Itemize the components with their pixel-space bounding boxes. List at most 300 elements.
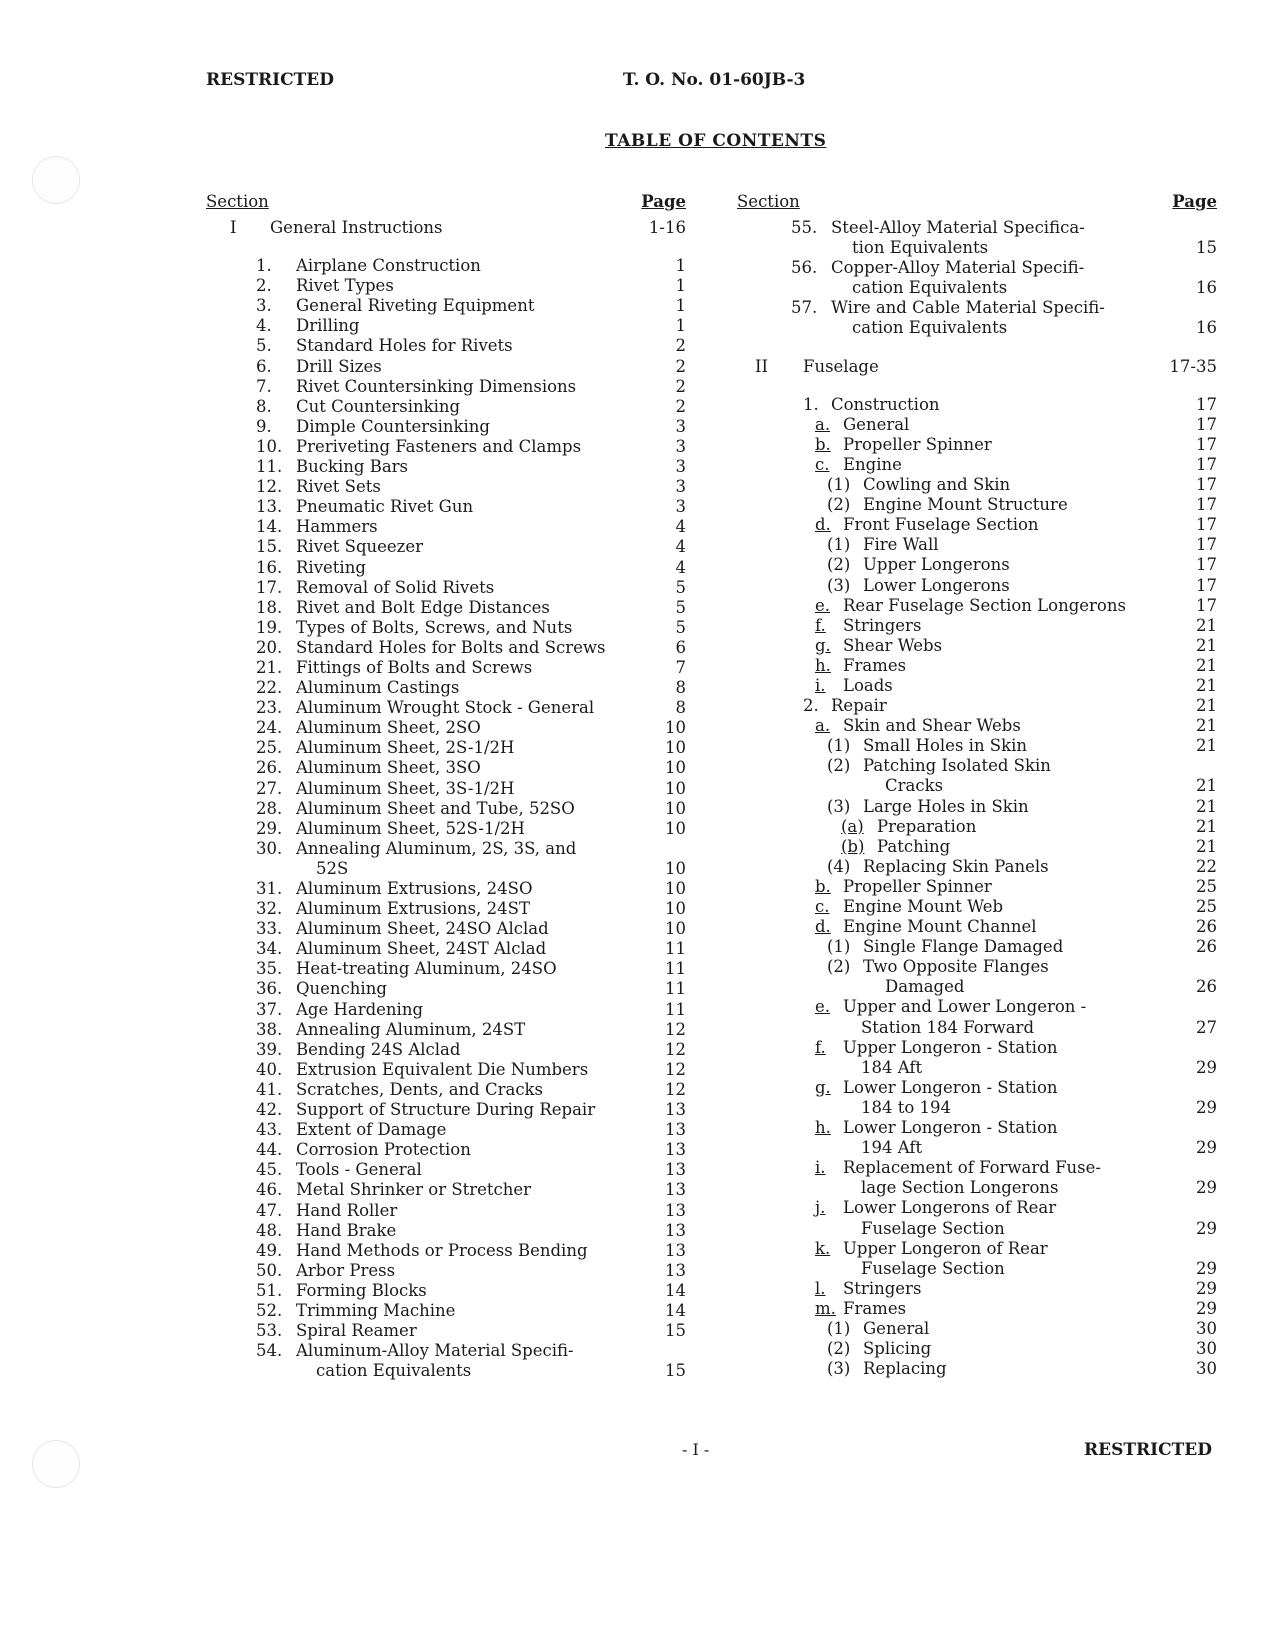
toc-entry-title: Damaged bbox=[885, 977, 965, 997]
toc-entry-page: 17 bbox=[1196, 535, 1217, 555]
toc-entry bbox=[206, 779, 686, 799]
toc-entry-title: Frames bbox=[843, 655, 907, 675]
toc-entry-title: Rivet Sets bbox=[296, 477, 381, 497]
toc-entry bbox=[206, 939, 686, 959]
toc-entry-number: 2. bbox=[803, 696, 819, 716]
toc-entry bbox=[206, 316, 686, 336]
toc-entry bbox=[737, 1319, 1217, 1339]
toc-entry-title: Age Hardening bbox=[296, 999, 424, 1019]
security-classification-header: RESTRICTED bbox=[206, 70, 334, 90]
toc-entry bbox=[737, 1058, 1217, 1078]
toc-entry-page: 22 bbox=[1196, 856, 1217, 876]
toc-entry-number: 47. bbox=[256, 1200, 283, 1220]
toc-entry bbox=[737, 1259, 1217, 1279]
toc-entry-number: 23. bbox=[256, 698, 283, 718]
toc-entry-title: Dimple Countersinking bbox=[296, 416, 490, 436]
toc-entry-title: Patching bbox=[877, 836, 951, 856]
toc-entry bbox=[206, 1040, 686, 1060]
toc-entry-number: 56. bbox=[791, 258, 818, 278]
toc-entry-number: (2) bbox=[827, 1339, 851, 1359]
toc-entry-page: 21 bbox=[1196, 655, 1217, 675]
toc-entry-number: e. bbox=[815, 997, 831, 1017]
toc-entry bbox=[206, 799, 686, 819]
toc-entry-number: 51. bbox=[256, 1280, 283, 1300]
page-title: TABLE OF CONTENTS bbox=[605, 131, 827, 151]
toc-entry bbox=[737, 1118, 1217, 1138]
toc-entry-page: 13 bbox=[665, 1120, 686, 1140]
toc-entry-page: 17 bbox=[1196, 394, 1217, 414]
toc-entry-title: Rear Fuselage Section Longerons bbox=[843, 595, 1126, 615]
toc-entry-number: 2. bbox=[256, 276, 272, 296]
spacer bbox=[737, 339, 1217, 357]
toc-entry-page: 3 bbox=[675, 477, 686, 497]
toc-entry bbox=[737, 596, 1217, 616]
toc-entry bbox=[206, 1100, 686, 1120]
toc-entry-page: 10 bbox=[665, 758, 686, 778]
toc-entry-number: (1) bbox=[827, 535, 851, 555]
toc-entry bbox=[737, 395, 1217, 415]
toc-entry-title: Hammers bbox=[296, 517, 378, 537]
toc-entry bbox=[206, 417, 686, 437]
toc-entry bbox=[737, 1279, 1217, 1299]
toc-entry-number: 15. bbox=[256, 537, 283, 557]
page-number: - I - bbox=[682, 1440, 710, 1459]
toc-entry-number: 31. bbox=[256, 879, 283, 898]
toc-entry bbox=[206, 859, 686, 879]
punch-hole bbox=[32, 1440, 80, 1488]
toc-entry-title: Bucking Bars bbox=[296, 457, 409, 477]
toc-entry-title: Two Opposite Flanges bbox=[863, 957, 1049, 977]
toc-entry-number: b. bbox=[815, 434, 831, 454]
toc-entry-title: 184 to 194 bbox=[861, 1097, 952, 1117]
toc-entry-title: Fuselage Section bbox=[861, 1218, 1005, 1238]
toc-entry-title: Station 184 Forward bbox=[861, 1017, 1035, 1037]
toc-entry-title: Cut Countersinking bbox=[296, 396, 461, 416]
toc-entry-page: 16 bbox=[1196, 318, 1217, 338]
toc-entry-number: 42. bbox=[256, 1100, 283, 1120]
toc-entry-number: k. bbox=[815, 1238, 831, 1258]
toc-entry-title: Aluminum Extrusions, 24ST bbox=[296, 899, 530, 919]
toc-entry-page: 29 bbox=[1196, 1218, 1217, 1238]
toc-entry-number: 25. bbox=[256, 738, 283, 758]
toc-entry-title: Repair bbox=[831, 696, 887, 716]
toc-entry-page: 13 bbox=[665, 1220, 686, 1240]
toc-entry-page: 17-35 bbox=[1169, 356, 1217, 376]
toc-entry bbox=[206, 738, 686, 758]
toc-entry-page: 15 bbox=[665, 1321, 686, 1341]
toc-entry bbox=[737, 576, 1217, 596]
toc-entry-page: 21 bbox=[1196, 675, 1217, 695]
toc-entry-number: 24. bbox=[256, 718, 283, 738]
toc-entry-number: 41. bbox=[256, 1079, 283, 1099]
toc-entry-number: 32. bbox=[256, 899, 283, 919]
toc-entry-page: 21 bbox=[1196, 816, 1217, 836]
toc-entry bbox=[737, 435, 1217, 455]
toc-entry-page: 10 bbox=[665, 879, 686, 898]
toc-entry-title: Support of Structure During Repair bbox=[296, 1100, 596, 1120]
toc-entry-title: Aluminum Sheet and Tube, 52SO bbox=[296, 798, 575, 818]
toc-entry bbox=[206, 1020, 686, 1040]
toc-entry-title: Shear Webs bbox=[843, 635, 943, 655]
toc-entry bbox=[206, 276, 686, 296]
toc-entry-page: 1 bbox=[675, 296, 686, 316]
toc-entry-number: 4. bbox=[256, 316, 272, 336]
toc-entry-page: 10 bbox=[665, 858, 686, 878]
toc-entry-title: Bending 24S Alclad bbox=[296, 1039, 461, 1059]
toc-entry bbox=[206, 357, 686, 377]
toc-entry-title: Pneumatic Rivet Gun bbox=[296, 497, 474, 517]
toc-entry bbox=[737, 656, 1217, 676]
toc-entry-page: 10 bbox=[665, 899, 686, 919]
toc-entry-title: Construction bbox=[831, 394, 940, 414]
toc-entry-page: 13 bbox=[665, 1240, 686, 1260]
toc-entry bbox=[206, 537, 686, 557]
toc-entry-number: (a) bbox=[841, 816, 864, 836]
toc-entry-page: 10 bbox=[665, 818, 686, 838]
toc-entry bbox=[206, 879, 686, 899]
toc-entry-title: Trimming Machine bbox=[296, 1300, 456, 1320]
toc-entry-title: Upper Longeron of Rear bbox=[843, 1238, 1048, 1258]
toc-entry-number: 22. bbox=[256, 678, 283, 698]
toc-entry-title: Spiral Reamer bbox=[296, 1321, 417, 1341]
toc-entry-title: Extrusion Equivalent Die Numbers bbox=[296, 1059, 589, 1079]
toc-entry-title: Annealing Aluminum, 24ST bbox=[296, 1019, 526, 1039]
security-classification-footer: RESTRICTED bbox=[1084, 1440, 1212, 1460]
page-column-label: Page bbox=[1172, 192, 1217, 211]
toc-entry-number: 1. bbox=[256, 256, 272, 276]
toc-entry-page: 3 bbox=[675, 457, 686, 477]
toc-entry-page: 13 bbox=[665, 1180, 686, 1200]
toc-entry-title: Front Fuselage Section bbox=[843, 515, 1039, 535]
toc-entry-title: Standard Holes for Bolts and Screws bbox=[296, 637, 606, 657]
toc-entry-title: Engine Mount Channel bbox=[843, 917, 1037, 937]
toc-entry bbox=[206, 598, 686, 618]
toc-entry-page: 15 bbox=[1196, 238, 1217, 258]
toc-entry-title: General bbox=[863, 1318, 930, 1338]
toc-entry-number: 19. bbox=[256, 617, 283, 637]
toc-entry-number: j. bbox=[815, 1198, 826, 1218]
toc-entry-title: Aluminum Sheet, 2S-1/2H bbox=[296, 738, 515, 758]
column-header bbox=[206, 192, 686, 218]
toc-entry-title: Standard Holes for Rivets bbox=[296, 336, 513, 356]
toc-entry-number: 17. bbox=[256, 577, 283, 597]
toc-entry bbox=[737, 1178, 1217, 1198]
toc-entry-number: (1) bbox=[827, 1318, 851, 1338]
toc-entry-number: 27. bbox=[256, 778, 283, 798]
toc-entry-number: d. bbox=[815, 515, 831, 535]
toc-entry-page: 29 bbox=[1196, 1258, 1217, 1278]
toc-entry-page: 30 bbox=[1196, 1339, 1217, 1359]
toc-entry bbox=[737, 1098, 1217, 1118]
toc-entry-number: 48. bbox=[256, 1220, 283, 1240]
toc-entry-title: Forming Blocks bbox=[296, 1280, 427, 1300]
toc-entry bbox=[737, 1219, 1217, 1239]
toc-entry-title: Rivet and Bolt Edge Distances bbox=[296, 597, 550, 617]
toc-entry bbox=[206, 477, 686, 497]
toc-entry-title: Aluminum-Alloy Material Specifi- bbox=[296, 1341, 574, 1361]
toc-entry-title: Types of Bolts, Screws, and Nuts bbox=[296, 617, 573, 637]
toc-entry bbox=[206, 618, 686, 638]
toc-entry-number: 53. bbox=[256, 1321, 283, 1341]
toc-entry-page: 4 bbox=[675, 557, 686, 577]
toc-entry-page: 27 bbox=[1196, 1017, 1217, 1037]
toc-entry-title: Fuselage Section bbox=[861, 1258, 1005, 1278]
toc-entry-number: h. bbox=[815, 655, 831, 675]
toc-entry-page: 17 bbox=[1196, 475, 1217, 495]
toc-entry-title: Aluminum Sheet, 3S-1/2H bbox=[296, 778, 515, 798]
toc-entry bbox=[737, 298, 1217, 318]
toc-entry-number: d. bbox=[815, 917, 831, 937]
toc-entry-number: 14. bbox=[256, 517, 283, 537]
toc-entry bbox=[206, 959, 686, 979]
toc-entry bbox=[737, 837, 1217, 857]
spacer bbox=[206, 238, 686, 256]
toc-entry-page: 13 bbox=[665, 1200, 686, 1220]
toc-entry-title: cation Equivalents bbox=[852, 278, 1008, 298]
toc-entry-page: 14 bbox=[665, 1300, 686, 1320]
toc-entry bbox=[737, 736, 1217, 756]
toc-entry bbox=[206, 1120, 686, 1140]
toc-entry-number: f. bbox=[815, 1037, 826, 1057]
toc-entry-number: 34. bbox=[256, 939, 283, 959]
toc-entry bbox=[206, 758, 686, 778]
toc-entry-title: Upper Longerons bbox=[863, 555, 1010, 575]
toc-entry-title: Preriveting Fasteners and Clamps bbox=[296, 436, 582, 456]
toc-entry bbox=[206, 678, 686, 698]
toc-entry-page: 21 bbox=[1196, 836, 1217, 856]
toc-entry-number: 57. bbox=[791, 298, 818, 318]
toc-entry-page: 30 bbox=[1196, 1359, 1217, 1379]
toc-entry bbox=[737, 495, 1217, 515]
toc-entry bbox=[737, 258, 1217, 278]
toc-entry-number: l. bbox=[815, 1278, 826, 1298]
toc-entry-number: (3) bbox=[827, 1359, 851, 1379]
toc-entry-number: b. bbox=[815, 876, 831, 896]
toc-entry-number: (2) bbox=[827, 756, 851, 776]
toc-entry-number: g. bbox=[815, 635, 831, 655]
toc-entry-page: 2 bbox=[675, 376, 686, 396]
toc-entry bbox=[206, 1241, 686, 1261]
toc-entry bbox=[206, 1221, 686, 1241]
toc-entry bbox=[737, 278, 1217, 298]
toc-entry-number: 36. bbox=[256, 979, 283, 999]
toc-entry-title: Preparation bbox=[877, 816, 977, 836]
toc-entry-number: II bbox=[755, 356, 769, 376]
toc-entry bbox=[737, 776, 1217, 796]
toc-entry bbox=[206, 718, 686, 738]
toc-entry bbox=[206, 979, 686, 999]
toc-entry bbox=[206, 819, 686, 839]
toc-entry-page: 12 bbox=[665, 1019, 686, 1039]
toc-entry bbox=[737, 357, 1217, 377]
toc-entry bbox=[206, 839, 686, 859]
toc-entry bbox=[737, 238, 1217, 258]
toc-entry-title: Arbor Press bbox=[296, 1260, 396, 1280]
toc-entry-number: 44. bbox=[256, 1140, 283, 1160]
toc-entry-number: 12. bbox=[256, 477, 283, 497]
toc-entry bbox=[737, 1138, 1217, 1158]
toc-entry-title: Aluminum Extrusions, 24SO bbox=[296, 879, 533, 898]
toc-entry-title: Hand Methods or Process Bending bbox=[296, 1240, 588, 1260]
toc-entry-page: 14 bbox=[665, 1280, 686, 1300]
toc-entry bbox=[737, 716, 1217, 736]
toc-entry-title: cation Equivalents bbox=[316, 1361, 472, 1381]
toc-entry-title: Large Holes in Skin bbox=[863, 796, 1029, 816]
toc-entry-title: Patching Isolated Skin bbox=[863, 756, 1051, 776]
toc-entry-title: Splicing bbox=[863, 1339, 932, 1359]
toc-entry-page: 3 bbox=[675, 416, 686, 436]
toc-entry-page: 1-16 bbox=[648, 218, 686, 237]
toc-entry-page: 3 bbox=[675, 497, 686, 517]
toc-entry-title: Corrosion Protection bbox=[296, 1140, 471, 1160]
toc-entry-title: Propeller Spinner bbox=[843, 434, 992, 454]
toc-entry bbox=[206, 638, 686, 658]
toc-entry-number: e. bbox=[815, 595, 831, 615]
toc-entry bbox=[206, 1180, 686, 1200]
toc-entry-number: 1. bbox=[803, 394, 819, 414]
toc-entry-page: 29 bbox=[1196, 1097, 1217, 1117]
toc-entry-page: 17 bbox=[1196, 495, 1217, 515]
toc-entry-number: 33. bbox=[256, 919, 283, 939]
toc-entry-number: m. bbox=[815, 1298, 836, 1318]
toc-entry-number: 26. bbox=[256, 758, 283, 778]
toc-entry-title: 194 Aft bbox=[861, 1138, 923, 1158]
toc-entry bbox=[206, 437, 686, 457]
toc-entry bbox=[737, 676, 1217, 696]
toc-entry bbox=[206, 377, 686, 397]
toc-entry-number: (b) bbox=[841, 836, 865, 856]
spacer bbox=[737, 377, 1217, 395]
toc-entry-page: 10 bbox=[665, 738, 686, 758]
toc-entry-page: 15 bbox=[665, 1361, 686, 1381]
toc-entry-title: Stringers bbox=[843, 615, 922, 635]
toc-entry-page: 1 bbox=[675, 276, 686, 296]
section-column-label: Section bbox=[737, 192, 800, 211]
toc-entry-number: 49. bbox=[256, 1240, 283, 1260]
toc-entry-title: Annealing Aluminum, 2S, 3S, and bbox=[296, 838, 577, 858]
toc-entry-page: 21 bbox=[1196, 736, 1217, 756]
toc-entry-number: 9. bbox=[256, 416, 272, 436]
column-header bbox=[737, 192, 1217, 218]
toc-entry bbox=[206, 296, 686, 316]
toc-entry-title: Lower Longeron - Station bbox=[843, 1118, 1058, 1138]
toc-entry-page: 30 bbox=[1196, 1318, 1217, 1338]
toc-entry-number: 35. bbox=[256, 959, 283, 979]
toc-entry-title: Fuselage bbox=[803, 356, 879, 376]
toc-entry-title: Replacement of Forward Fuse- bbox=[843, 1158, 1101, 1178]
toc-entry-title: Skin and Shear Webs bbox=[843, 716, 1021, 736]
toc-entry-title: Small Holes in Skin bbox=[863, 736, 1028, 756]
toc-entry-page: 17 bbox=[1196, 515, 1217, 535]
toc-entry-title: Aluminum Castings bbox=[296, 678, 460, 698]
toc-entry-title: Airplane Construction bbox=[296, 256, 481, 276]
toc-entry-title: 184 Aft bbox=[861, 1057, 923, 1077]
toc-entry bbox=[737, 1158, 1217, 1178]
toc-entry bbox=[737, 1359, 1217, 1379]
toc-entry-title: Replacing Skin Panels bbox=[863, 856, 1049, 876]
toc-entry bbox=[737, 555, 1217, 575]
toc-entry-title: Scratches, Dents, and Cracks bbox=[296, 1079, 544, 1099]
toc-entry-title: Upper and Lower Longeron - bbox=[843, 997, 1087, 1017]
toc-entry-title: Aluminum Sheet, 24ST Alclad bbox=[296, 939, 547, 959]
page-column-label: Page bbox=[641, 192, 686, 211]
toc-entry-number: i. bbox=[815, 1158, 826, 1178]
toc-entry bbox=[737, 756, 1217, 776]
toc-entry-title: Aluminum Wrought Stock - General bbox=[296, 698, 595, 718]
toc-entry-number: (2) bbox=[827, 957, 851, 977]
toc-entry bbox=[206, 1281, 686, 1301]
toc-entry bbox=[737, 957, 1217, 977]
toc-entry bbox=[206, 1361, 686, 1381]
toc-entry-page: 17 bbox=[1196, 595, 1217, 615]
toc-entry bbox=[737, 515, 1217, 535]
toc-entry-title: General Instructions bbox=[270, 218, 443, 237]
toc-entry bbox=[737, 1239, 1217, 1259]
toc-entry-number: 18. bbox=[256, 597, 283, 617]
toc-entry-page: 21 bbox=[1196, 615, 1217, 635]
toc-entry bbox=[737, 1198, 1217, 1218]
toc-entry bbox=[206, 517, 686, 537]
toc-entry-page: 1 bbox=[675, 256, 686, 276]
toc-entry-number: 7. bbox=[256, 376, 272, 396]
toc-entry bbox=[206, 256, 686, 276]
toc-entry-title: Aluminum Sheet, 2SO bbox=[296, 718, 481, 738]
toc-entry-number: c. bbox=[815, 897, 830, 916]
document-number: T. O. No. 01-60JB-3 bbox=[623, 70, 806, 90]
toc-entry-title: Engine Mount Structure bbox=[863, 495, 1068, 515]
toc-entry-title: Lower Longeron - Station bbox=[843, 1077, 1058, 1097]
toc-entry-page: 4 bbox=[675, 537, 686, 557]
toc-entry-number: 43. bbox=[256, 1120, 283, 1140]
toc-entry-title: Lower Longerons of Rear bbox=[843, 1198, 1057, 1218]
toc-entry bbox=[206, 919, 686, 939]
toc-entry bbox=[737, 937, 1217, 957]
toc-entry bbox=[206, 1341, 686, 1361]
toc-entry bbox=[206, 1201, 686, 1221]
toc-entry bbox=[737, 696, 1217, 716]
toc-column-right bbox=[737, 192, 1217, 1379]
toc-entry-page: 13 bbox=[665, 1260, 686, 1280]
section-column-label: Section bbox=[206, 192, 269, 211]
toc-entry-page: 29 bbox=[1196, 1298, 1217, 1318]
toc-entry bbox=[206, 1140, 686, 1160]
toc-entry bbox=[206, 1261, 686, 1281]
toc-column-left bbox=[206, 192, 686, 1381]
toc-entry bbox=[737, 877, 1217, 897]
toc-entry-page: 10 bbox=[665, 919, 686, 939]
toc-entry-number: 29. bbox=[256, 818, 283, 838]
toc-entry-title: Extent of Damage bbox=[296, 1120, 447, 1140]
toc-entry-page: 2 bbox=[675, 336, 686, 356]
toc-entry-title: Heat-treating Aluminum, 24SO bbox=[296, 959, 557, 979]
toc-entry bbox=[206, 397, 686, 417]
toc-entry bbox=[206, 1301, 686, 1321]
toc-entry-title: Metal Shrinker or Stretcher bbox=[296, 1180, 532, 1200]
toc-entry-page: 6 bbox=[675, 637, 686, 657]
toc-entry-page: 29 bbox=[1196, 1278, 1217, 1298]
toc-entry bbox=[206, 1000, 686, 1020]
toc-entry-number: f. bbox=[815, 615, 826, 635]
toc-entry-number: a. bbox=[815, 716, 831, 736]
toc-entry-page: 17 bbox=[1196, 434, 1217, 454]
toc-entry-number: 46. bbox=[256, 1180, 283, 1200]
toc-entry-number: (2) bbox=[827, 495, 851, 515]
toc-entry bbox=[206, 899, 686, 919]
toc-entry-title: Rivet Squeezer bbox=[296, 537, 424, 557]
toc-entry-page: 25 bbox=[1196, 876, 1217, 896]
toc-entry bbox=[737, 897, 1217, 917]
toc-entry-number: 3. bbox=[256, 296, 272, 316]
